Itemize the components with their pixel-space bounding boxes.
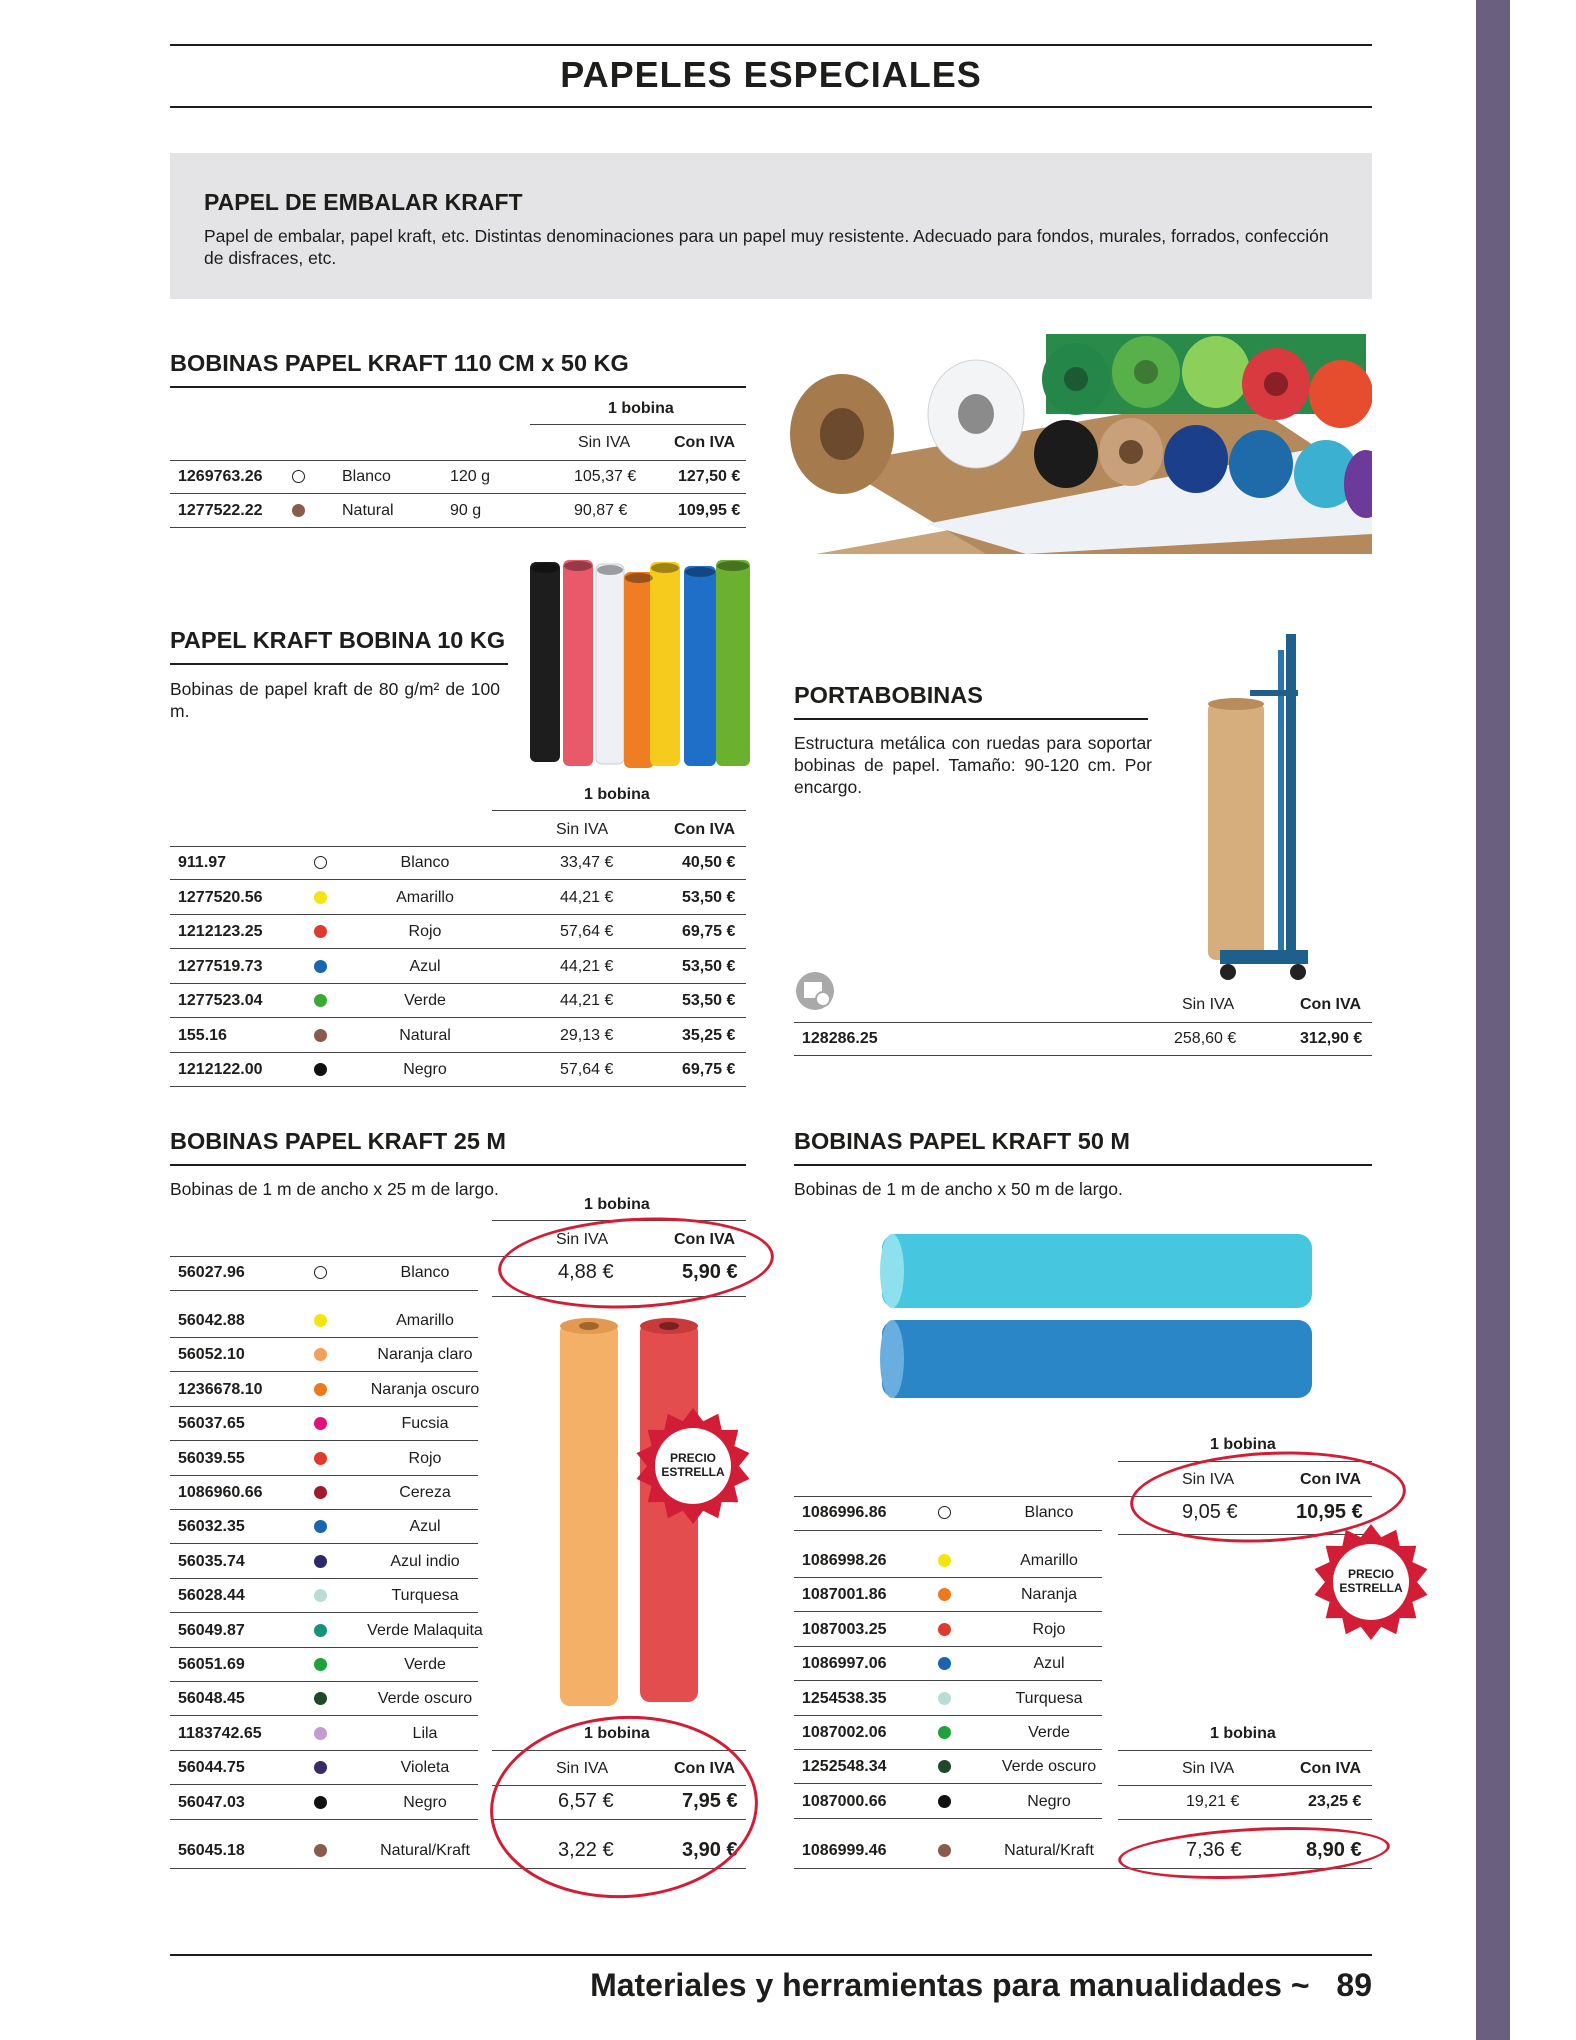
color-name: Verde oscuro [1001,1758,1097,1776]
product-ref: 1277522.22 [178,502,263,519]
product-ref: 1087003.25 [802,1620,887,1638]
paper-weight: 90 g [450,502,482,519]
product-ref: 1254538.35 [802,1689,887,1707]
price-con-iva: 10,95 € [1296,1501,1363,1523]
price-sin-iva: 19,21 € [1186,1793,1240,1810]
page-title: PAPELES ESPECIALES [560,54,982,95]
table-line [170,1290,478,1291]
color-swatch [314,1589,327,1602]
footer [520,1967,1372,2004]
color-swatch [314,1348,327,1361]
section-title-10kg: PAPEL KRAFT BOBINA 10 KG [170,627,506,653]
blue-rolls-image [874,1228,1320,1404]
color-swatch [938,1506,951,1519]
table-row [170,1751,478,1785]
product-ref: 56047.03 [178,1793,245,1811]
color-swatch [314,1796,327,1809]
section-title-110cm: BOBINAS PAPEL KRAFT 110 CM x 50 KG [170,350,629,376]
table-row [170,1373,478,1407]
product-ref: 56032.35 [178,1518,245,1536]
table-row [794,1750,1102,1784]
price-sin-iva: 44,21 € [560,888,614,906]
table-line [794,1818,1102,1819]
color-name: Fucsia [401,1415,449,1433]
price-con-iva: 3,90 € [682,1839,738,1861]
color-name: Blanco [1024,1504,1074,1521]
product-ref: 56035.74 [178,1552,245,1570]
color-name: Violeta [400,1759,450,1777]
color-swatch [314,1314,327,1327]
product-ref: 911.97 [178,854,227,871]
color-name: Verde [404,1656,446,1673]
section-rule [170,663,508,665]
bobina-header: 1 bobina [584,1196,650,1213]
color-swatch [314,925,327,938]
color-swatch [314,1624,327,1637]
color-swatch [314,1266,327,1279]
color-name: Negro [1027,1792,1071,1810]
table-row [170,1407,478,1441]
product-ref: 1277523.04 [178,992,263,1009]
price-con-iva: 53,50 € [682,992,736,1009]
table-row [170,1786,478,1820]
table-row [170,1338,478,1372]
price-con-iva: 69,75 € [682,1061,736,1078]
price-highlight-circle [496,1211,776,1315]
sin-iva-header: Sin IVA [556,1760,609,1777]
color-name: Verde Malaquita [367,1621,483,1639]
bobina-header: 1 bobina [1210,1436,1276,1453]
table-row [170,881,746,915]
table-row [170,1442,478,1476]
color-swatch [314,1383,327,1396]
price-con-iva: 69,75 € [682,923,736,940]
color-swatch [314,1692,327,1705]
section-title-50m: BOBINAS PAPEL KRAFT 50 M [794,1128,1130,1154]
color-swatch [292,504,305,517]
con-iva-header: Con IVA [1300,1471,1362,1488]
price-con-iva: 53,50 € [682,888,736,906]
product-ref: 56039.55 [178,1449,245,1467]
color-name: Lila [412,1724,438,1742]
group-price-row [1118,1785,1372,1819]
table-row [794,1613,1102,1647]
section-desc-50m: Bobinas de 1 m de ancho x 50 m de largo. [794,1179,1123,1199]
color-swatch [314,856,327,869]
color-name: Amarillo [396,1312,454,1329]
section-title-25m: BOBINAS PAPEL KRAFT 25 M [170,1128,506,1154]
product-ref: 128286.25 [802,1030,878,1047]
color-swatch [314,891,327,904]
badge-text-line2: ESTRELLA [661,1465,725,1479]
table-row [170,915,746,949]
table-row [170,1545,478,1579]
price-sin-iva: 9,05 € [1182,1501,1238,1523]
color-swatch [314,1417,327,1430]
color-name: Natural [399,1026,451,1044]
table-row [170,1682,478,1716]
color-name: Azul indio [390,1552,460,1570]
color-swatch [314,994,327,1007]
bobina-header: 1 bobina [608,400,674,417]
color-name: Negro [403,1061,447,1078]
color-swatch [314,960,327,973]
header-rule-top [170,44,1372,46]
product-ref: 56049.87 [178,1621,245,1639]
intro-text: Papel de embalar, papel kraft, etc. Distintas denominaciones para un papel muy resistente. Adecuado para fondos, murales, forrados, confección de disfraces, etc. [204,226,1329,268]
product-ref: 1269763.26 [178,468,263,485]
color-swatch [938,1623,951,1636]
color-swatch [314,1727,327,1740]
sin-iva-header: Sin IVA [556,821,609,838]
color-name: Amarillo [1020,1552,1078,1569]
table-row [170,1579,478,1613]
color-swatch [314,1486,327,1499]
bobina-header: 1 bobina [584,786,650,803]
color-name: Natural [342,502,394,519]
color-name: Rojo [408,923,442,940]
product-ref: 1212123.25 [178,923,263,940]
product-ref: 1087001.86 [802,1586,887,1604]
product-ref: 56048.45 [178,1690,245,1708]
color-swatch [314,1452,327,1465]
color-swatch [938,1692,951,1705]
section-rule [170,386,746,388]
page-number: 89 [1336,1967,1372,2003]
section-title-portabobinas: PORTABOBINAS [794,682,983,708]
price-con-iva: 35,25 € [682,1026,736,1044]
price-sin-iva: 57,64 € [560,923,614,940]
kraft-rolls-image [776,334,1372,554]
section-rule [794,1164,1372,1166]
color-swatch [314,1761,327,1774]
price-con-iva: 40,50 € [682,854,736,871]
product-ref: 1236678.10 [178,1380,263,1398]
badge-text-line2: ESTRELLA [1339,1581,1403,1595]
price-con-iva: 8,90 € [1306,1839,1362,1861]
product-ref: 56045.18 [178,1842,245,1859]
color-swatch [938,1657,951,1670]
color-name: Natural/Kraft [380,1842,470,1859]
table-line [794,1530,1102,1531]
sin-iva-header: Sin IVA [1182,996,1235,1013]
color-swatch [938,1726,951,1739]
bobina-header: 1 bobina [584,1725,650,1742]
product-ref: 1086999.46 [802,1842,887,1859]
price-sin-iva: 57,64 € [560,1061,614,1078]
con-iva-header: Con IVA [674,434,736,451]
table-row [170,1510,478,1544]
product-ref: 1277520.56 [178,888,263,906]
price-highlight-circle [485,1709,762,1905]
bobina-header: 1 bobina [1210,1725,1276,1742]
table-line [170,1086,746,1087]
color-name: Natural/Kraft [1004,1842,1094,1859]
table-line [170,1819,478,1820]
table-row [170,984,746,1018]
table-row [170,1304,478,1338]
table-row [170,1019,746,1053]
color-name: Negro [403,1793,447,1811]
price-sin-iva: 3,22 € [558,1839,614,1861]
paper-weight: 120 g [450,468,491,485]
color-name: Blanco [342,468,391,485]
price-sin-iva: 7,36 € [1186,1839,1242,1861]
con-iva-header: Con IVA [1300,1760,1362,1777]
color-swatch [314,1063,327,1076]
product-ref: 1087000.66 [802,1792,887,1810]
price-sin-iva: 33,47 € [560,854,614,871]
color-name: Blanco [400,854,450,871]
price-sin-iva: 90,87 € [574,502,628,519]
section-desc-10kg: Bobinas de papel kraft de 80 g/m² de 100 m. [170,679,500,721]
con-iva-header: Con IVA [1300,996,1362,1013]
table-row [794,1022,1372,1056]
table-line [492,810,746,811]
section-rule [794,718,1148,720]
color-swatch [938,1554,951,1567]
table-line [1118,1819,1372,1820]
calendar-order-icon [794,970,836,1012]
colored-rolls-image [526,556,758,772]
product-ref: 56051.69 [178,1656,245,1673]
price-sin-iva: 44,21 € [560,992,614,1009]
con-iva-header: Con IVA [674,821,736,838]
price-con-iva: 23,25 € [1308,1793,1362,1810]
price-sin-iva: 29,13 € [560,1026,614,1044]
price-con-iva: 53,50 € [682,957,736,975]
color-swatch [314,1844,327,1857]
badge-text-line1: PRECIO [669,1451,717,1465]
color-swatch [938,1795,951,1808]
table-row [170,460,746,494]
product-ref: 1086960.66 [178,1484,263,1501]
price-sin-iva: 105,37 € [574,468,637,485]
table-line [1118,1750,1372,1751]
table-row [170,1648,478,1682]
product-ref: 1183742.65 [178,1724,262,1742]
color-name: Amarillo [396,888,454,906]
color-name: Naranja claro [377,1346,473,1364]
product-ref: 56042.88 [178,1312,245,1329]
color-name: Turquesa [391,1587,459,1605]
badge-text-line1: PRECIO [1347,1567,1395,1581]
color-name: Rojo [408,1449,442,1467]
precio-estrella-badge [630,1406,756,1526]
portabobinas-desc: Estructura metálica con ruedas para soportar bobinas de papel. Tamaño: 90-120 cm. Por encargo. [794,733,1152,797]
product-ref: 56052.10 [178,1346,245,1364]
table-row [794,1544,1102,1578]
color-swatch [314,1555,327,1568]
header-rule-bottom [170,106,1372,108]
section-rule [170,1164,746,1166]
roll-stand-image [1190,630,1350,984]
color-swatch [938,1844,951,1857]
price-con-iva: 5,90 € [682,1261,738,1283]
table-row [794,1785,1102,1819]
table-row [794,1647,1102,1681]
color-swatch [938,1588,951,1601]
product-ref: 56044.75 [178,1759,245,1777]
color-swatch [314,1029,327,1042]
color-name: Naranja [1020,1586,1078,1604]
color-name: Azul [409,1518,441,1536]
section-desc-25m: Bobinas de 1 m de ancho x 25 m de largo. [170,1179,499,1199]
sin-iva-header: Sin IVA [578,434,631,451]
color-name: Verde [404,992,446,1009]
product-ref: 1277519.73 [178,957,263,975]
intro-box [170,153,1372,299]
product-ref: 1086996.86 [802,1504,887,1521]
product-ref: 56027.96 [178,1264,245,1281]
color-swatch [314,1520,327,1533]
price-con-iva: 127,50 € [678,468,741,485]
con-iva-header: Con IVA [674,1231,736,1248]
color-name: Verde [1028,1724,1070,1741]
table-row [170,1476,478,1510]
color-name: Azul [409,957,441,975]
color-swatch [938,1760,951,1773]
table-row [170,1614,483,1648]
color-swatch [314,1658,327,1671]
product-ref: 1086998.26 [802,1552,887,1569]
price-sin-iva: 44,21 € [560,957,614,975]
price-con-iva: 312,90 € [1300,1030,1363,1047]
price-con-iva: 109,95 € [678,502,741,519]
table-row [170,1053,746,1087]
side-color-band [1476,0,1510,2040]
table-row [170,846,746,880]
table-row [170,950,746,984]
intro-title: PAPEL DE EMBALAR KRAFT [204,189,523,215]
precio-estrella-badge [1308,1522,1434,1642]
con-iva-header: Con IVA [674,1760,736,1777]
table-row [170,1717,478,1751]
product-ref: 1212122.00 [178,1061,263,1078]
product-ref: 1252548.34 [802,1758,887,1776]
table-line [530,424,746,425]
color-name: Blanco [400,1264,450,1281]
price-highlight-circle [1117,1821,1391,1885]
color-swatch [292,470,305,483]
footer-text: Materiales y herramientas para manualidades ~ [590,1967,1310,2003]
product-ref: 1087002.06 [802,1724,887,1741]
product-ref: 155.16 [178,1026,227,1044]
sin-iva-header: Sin IVA [1182,1760,1235,1777]
table-row [170,494,746,528]
footer-rule [170,1954,1372,1956]
price-sin-iva: 4,88 € [558,1261,614,1283]
color-name: Verde oscuro [377,1690,473,1708]
color-name: Rojo [1032,1620,1066,1638]
table-line [170,527,746,528]
color-name: Turquesa [1015,1689,1083,1707]
product-ref: 56037.65 [178,1415,245,1433]
table-row [794,1716,1102,1750]
table-row [794,1682,1102,1716]
product-ref: 1086997.06 [802,1655,887,1673]
sin-iva-header: Sin IVA [1182,1471,1235,1488]
price-sin-iva: 6,57 € [558,1790,614,1812]
sin-iva-header: Sin IVA [556,1231,609,1248]
table-line [794,1055,1372,1056]
color-name: Azul [1033,1655,1065,1673]
price-sin-iva: 258,60 € [1174,1030,1237,1047]
price-con-iva: 7,95 € [682,1790,738,1812]
product-ref: 56028.44 [178,1587,245,1605]
color-name: Cereza [399,1484,451,1501]
table-row [794,1578,1102,1612]
color-name: Naranja oscuro [370,1380,480,1398]
